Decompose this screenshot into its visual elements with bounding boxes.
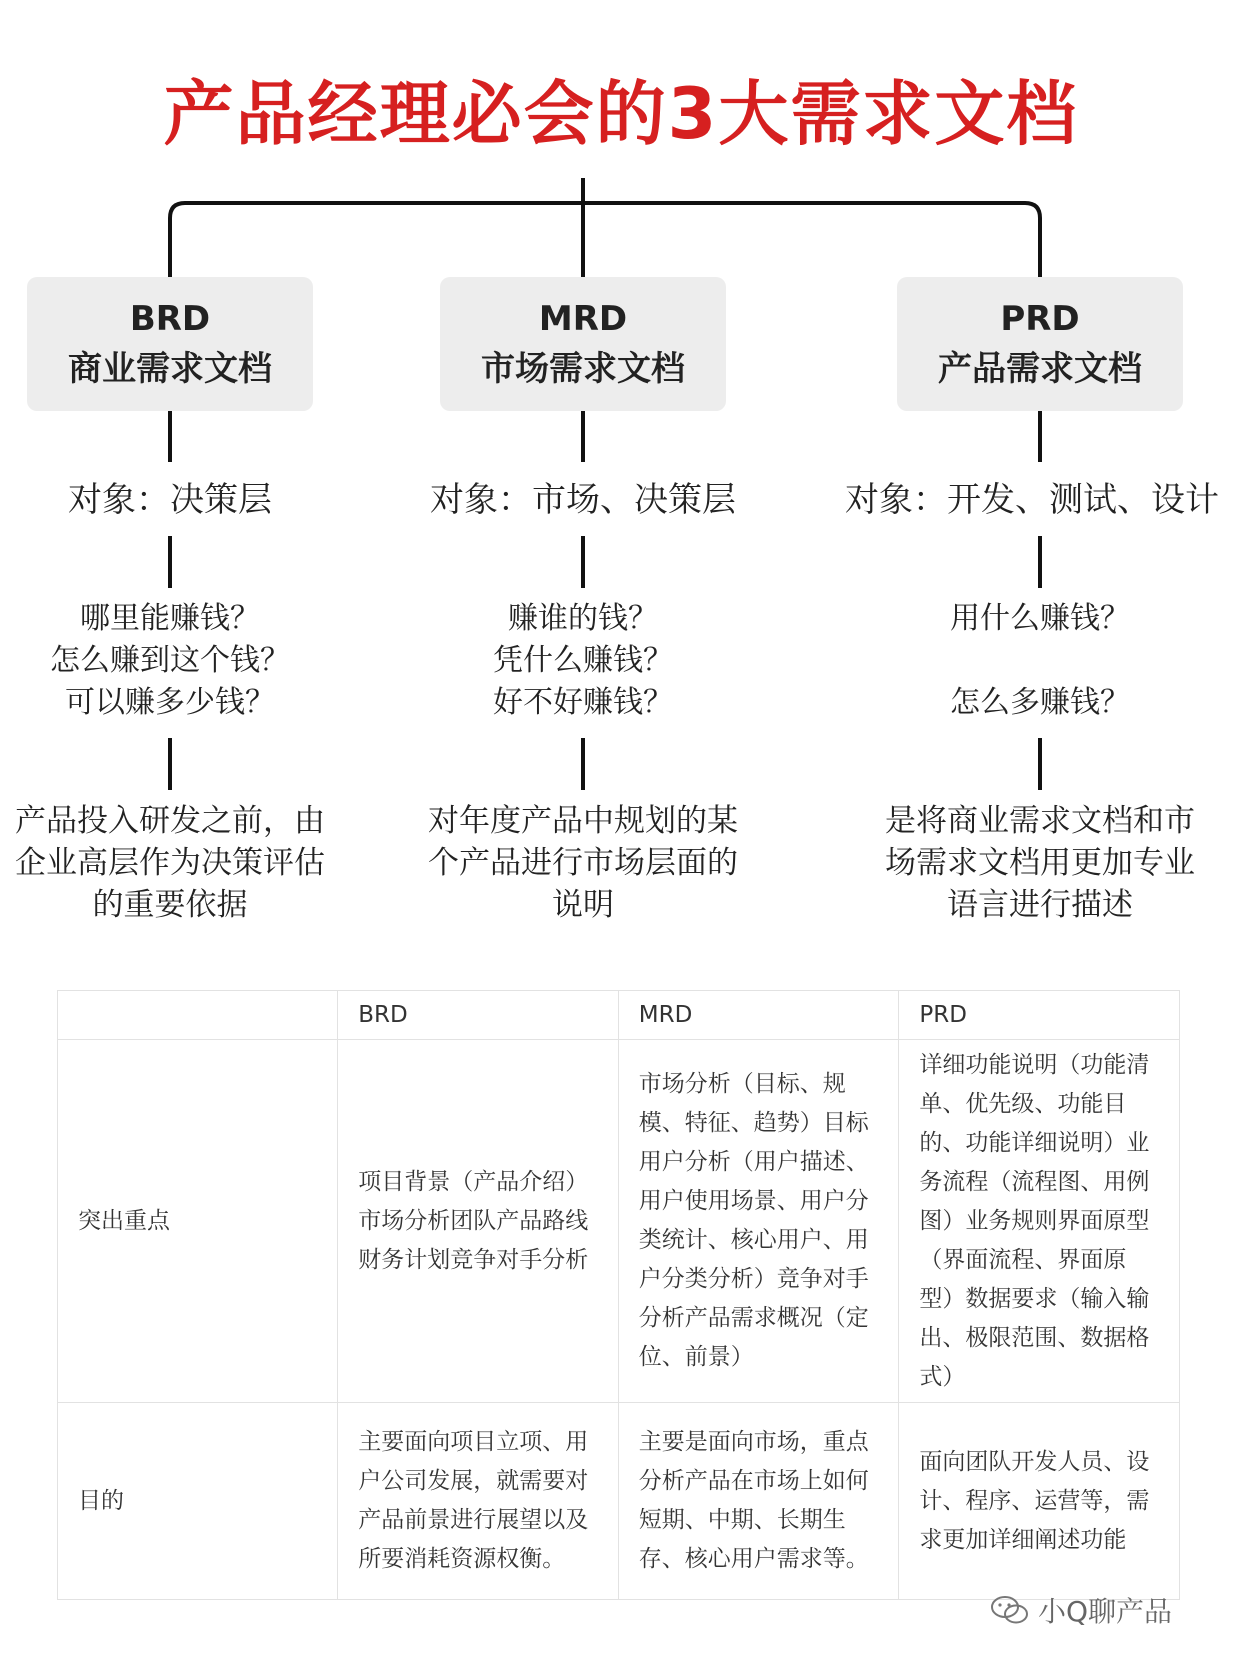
mrd-name: 市场需求文档 — [481, 349, 685, 389]
prd-abbr: PRD — [1000, 299, 1080, 339]
mrd-question: 赚谁的钱？ — [508, 601, 658, 636]
branch-line — [170, 203, 1040, 277]
table-header-row — [58, 991, 1180, 1040]
brd-desc-line: 的重要依据 — [92, 887, 248, 923]
mrd-questions — [373, 598, 793, 724]
prd-questions — [830, 598, 1242, 724]
table-header-cell — [58, 991, 338, 1040]
table-header-cell: PRD — [899, 991, 1180, 1040]
mrd-question: 凭什么赚钱？ — [493, 643, 673, 678]
brd-desc — [0, 800, 360, 926]
table-cell: 市场分析（目标、规模、特征、趋势）目标用户分析（用户描述、用户使用场景、用户分类统计、核心用户、用户分类分析）竞争对手分析产品需求概况（定位、前景） — [618, 1040, 899, 1403]
mrd-audience: 对象：市场、决策层 — [430, 480, 736, 520]
mrd-desc-line: 对年度产品中规划的某 — [428, 803, 738, 839]
mrd-box — [440, 277, 726, 411]
row-label: 突出重点 — [58, 1040, 338, 1403]
mrd-desc-line: 个产品进行市场层面的 — [428, 845, 738, 881]
mrd-abbr: MRD — [538, 299, 628, 339]
prd-question: 用什么赚钱？ — [950, 601, 1130, 636]
page-title: 产品经理必会的3大需求文档 — [163, 73, 1079, 155]
prd-box — [897, 277, 1183, 411]
brd-box — [27, 277, 313, 411]
brd-question: 哪里能赚钱？ — [80, 601, 260, 636]
table-cell: 详细功能说明（功能清单、优先级、功能目的、功能详细说明）业务流程（流程图、用例图）业务规则界面原型（界面流程、界面原型）数据要求（输入输出、极限范围、数据格式） — [899, 1040, 1180, 1403]
mrd-desc-line: 说明 — [552, 887, 614, 923]
prd-desc-line: 场需求文档用更加专业 — [885, 845, 1195, 881]
brd-name: 商业需求文档 — [68, 349, 272, 389]
watermark-text: 小Q聊产品 — [1038, 1595, 1173, 1628]
prd-desc — [850, 800, 1230, 926]
brd-audience: 对象：决策层 — [68, 480, 272, 520]
wechat-icon — [990, 1594, 1030, 1626]
brd-abbr: BRD — [129, 299, 211, 339]
watermark — [990, 1590, 1172, 1630]
brd-desc-line: 企业高层作为决策评估 — [15, 845, 325, 881]
table-cell: 面向团队开发人员、设计、程序、运营等，需求更加详细阐述功能 — [899, 1403, 1180, 1600]
mrd-question: 好不好赚钱？ — [493, 685, 673, 720]
brd-question: 可以赚多少钱？ — [65, 685, 275, 720]
brd-questions — [0, 598, 380, 724]
table-header-cell: MRD — [618, 991, 899, 1040]
table-cell: 主要面向项目立项、用户公司发展，就需要对产品前景进行展望以及所要消耗资源权衡。 — [338, 1403, 619, 1600]
mrd-desc — [393, 800, 773, 926]
prd-desc-line: 语言进行描述 — [947, 887, 1133, 923]
brd-question: 怎么赚到这个钱？ — [50, 643, 290, 678]
table-cell: 项目背景（产品介绍）市场分析团队产品路线财务计划竞争对手分析 — [338, 1040, 619, 1403]
table-header-cell: BRD — [338, 991, 619, 1040]
table-row — [58, 1040, 1180, 1403]
brd-desc-line: 产品投入研发之前，由 — [15, 803, 325, 839]
prd-audience: 对象：开发、测试、设计 — [845, 480, 1219, 520]
prd-desc-line: 是将商业需求文档和市 — [885, 803, 1195, 839]
row-label: 目的 — [58, 1403, 338, 1600]
prd-question-gap — [830, 640, 1242, 682]
table-row — [58, 1403, 1180, 1600]
table-cell: 主要是面向市场，重点分析产品在市场上如何短期、中期、长期生存、核心用户需求等。 — [618, 1403, 899, 1600]
prd-question: 怎么多赚钱？ — [950, 685, 1130, 720]
prd-name: 产品需求文档 — [938, 349, 1142, 389]
comparison-table — [57, 990, 1180, 1600]
